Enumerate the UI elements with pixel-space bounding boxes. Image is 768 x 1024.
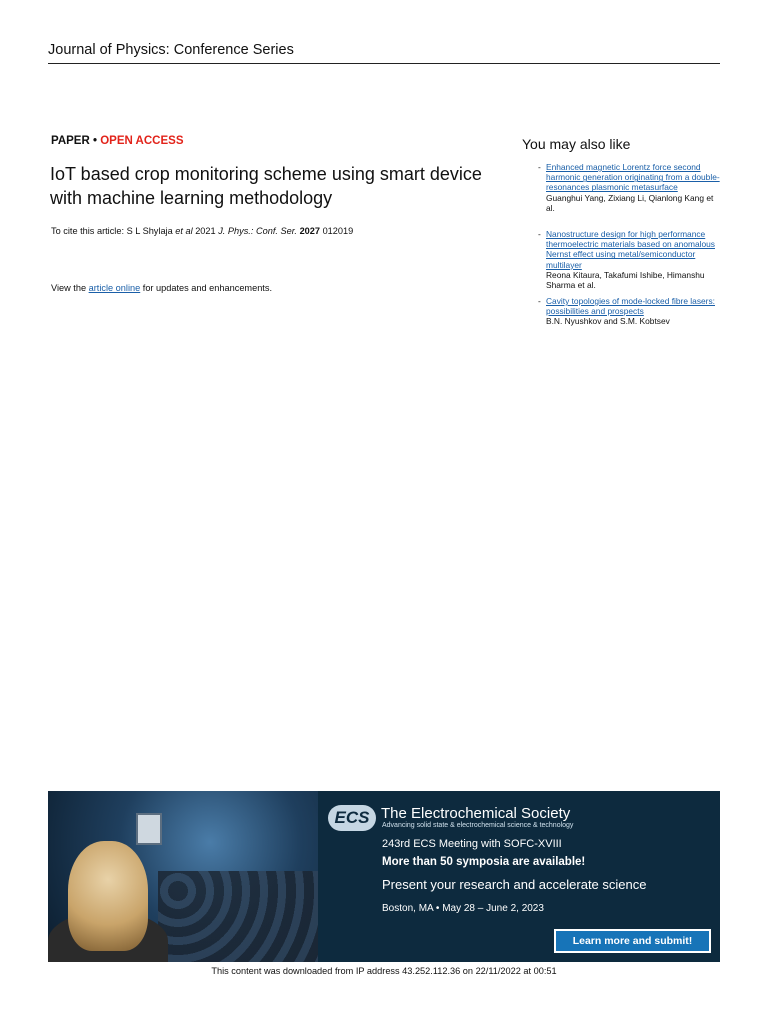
symposia-note: More than 50 symposia are available! (382, 856, 586, 868)
cite-journal: J. Phys.: Conf. Ser. (218, 226, 297, 236)
banner-slogan: Present your research and accelerate science (382, 877, 647, 892)
list-dash: - (538, 296, 541, 306)
ecs-logo: ECS (328, 805, 376, 831)
list-dash: - (538, 162, 541, 172)
related-item (538, 162, 722, 213)
audience-image (158, 871, 318, 962)
meeting-title: 243rd ECS Meeting with SOFC-XVIII (382, 838, 562, 850)
ecs-org-name: The Electrochemical Society (381, 805, 571, 822)
article-online-link[interactable]: article online (88, 283, 141, 293)
related-item (538, 296, 722, 327)
related-item (538, 229, 722, 290)
cite-article-number: 012019 (320, 226, 354, 236)
tag-separator: • (89, 135, 101, 147)
view-prefix: View the (51, 283, 89, 293)
paper-type-tag (51, 135, 184, 147)
citation (51, 226, 353, 236)
list-dash: - (538, 229, 541, 239)
speaker-image (68, 841, 148, 951)
related-item-link[interactable]: Enhanced magnetic Lorentz force second harmonic generation originating from a double-resonances plasmonic metasurface (546, 162, 720, 193)
related-item-link[interactable]: Nanostructure design for high performance thermoelectric materials based on anomalous Nernst effect using metal/semiconductor multilayer (546, 229, 715, 270)
conference-photo (48, 791, 318, 962)
open-access-label: OPEN ACCESS (100, 135, 184, 147)
meeting-location-date: Boston, MA • May 28 – June 2, 2023 (382, 903, 544, 914)
related-item-authors: Guanghui Yang, Zixiang Li, Qianlong Kang et al. (546, 192, 714, 213)
related-item-authors: Reona Kitaura, Takafumi Ishibe, Himanshu Sharma et al. (546, 269, 705, 291)
cite-volume: 2027 (299, 226, 321, 236)
view-online-note (51, 283, 272, 293)
related-item-link[interactable]: Cavity topologies of mode-locked fibre lasers: possibilities and prospects (546, 296, 715, 317)
cite-prefix: To cite this article: S L Shylaja (51, 226, 176, 236)
journal-header: Journal of Physics: Conference Series (48, 42, 720, 64)
learn-more-button[interactable]: Learn more and submit! (554, 929, 711, 953)
ecs-advertisement-banner[interactable] (48, 791, 720, 962)
article-title: IoT based crop monitoring scheme using smart device with machine learning methodology (50, 164, 482, 208)
view-suffix: for updates and enhancements. (140, 283, 272, 293)
cite-etal: et al (175, 226, 193, 236)
ecs-tagline: Advancing solid state & electrochemical science & technology (382, 822, 574, 829)
related-heading: You may also like (522, 136, 631, 152)
download-footer: This content was downloaded from IP address 43.252.112.36 on 22/11/2022 at 00:51 (211, 966, 557, 976)
related-item-authors: B.N. Nyushkov and S.M. Kobtsev (546, 316, 670, 327)
paper-type: PAPER (51, 135, 90, 147)
projector-screen-image (136, 813, 162, 845)
cite-year: 2021 (192, 226, 219, 236)
